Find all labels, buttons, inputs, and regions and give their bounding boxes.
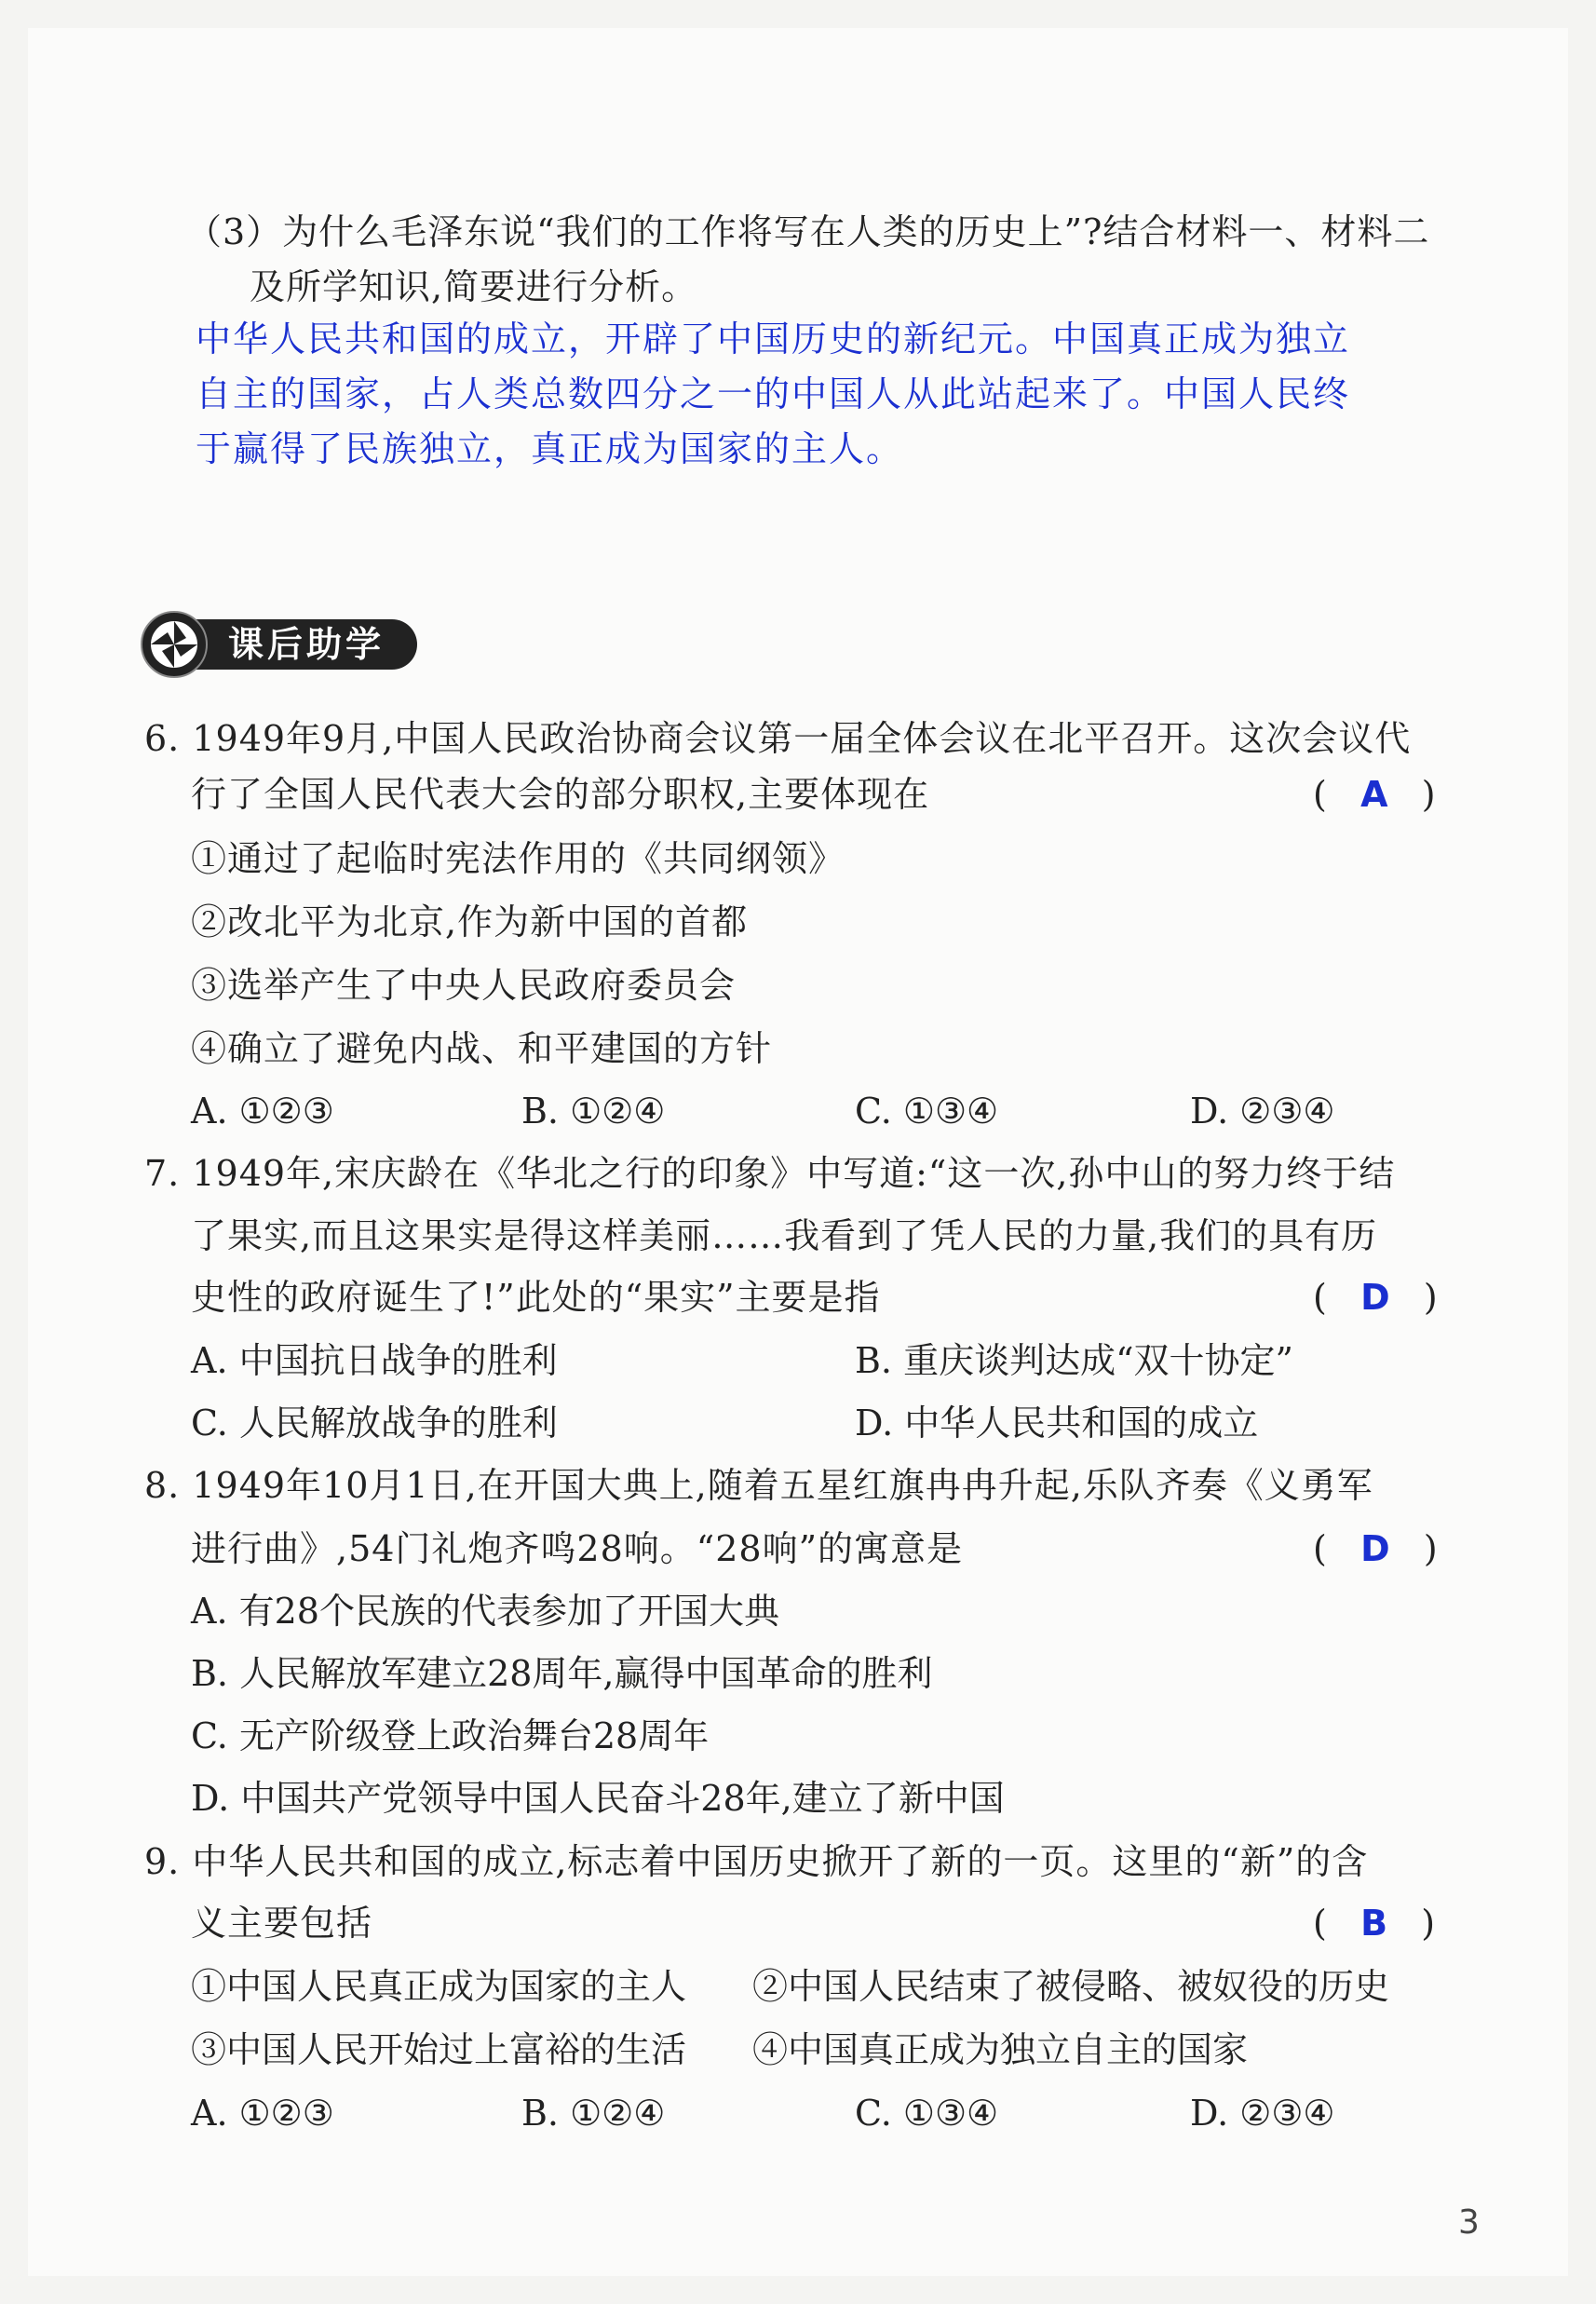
section-header — [140, 610, 417, 679]
q8-answer-bracket: ( D ) — [1313, 1528, 1438, 1569]
q3-answer-line1: 中华人民共和国的成立，开辟了中国历史的新纪元。中国真正成为独立 — [196, 318, 1351, 359]
q7-line1: 7. 1949年,宋庆龄在《华北之行的印象》中写道:“这一次,孙中山的努力终于结 — [144, 1153, 1396, 1194]
q7-option-d: D. 中华人民共和国的成立 — [855, 1403, 1259, 1443]
q6-answer-bracket: ( A ) — [1313, 774, 1436, 815]
q9-option-a: A. ①②③ — [191, 2093, 334, 2134]
q8-line1: 8. 1949年10月1日,在开国大典上,随着五星红旗冉冉升起,乐队齐奏《义勇军 — [144, 1465, 1373, 1506]
q6-item2: ②改北平为北京,作为新中国的首都 — [191, 901, 749, 942]
q9-option-d: D. ②③④ — [1190, 2093, 1335, 2134]
q6-option-d: D. ②③④ — [1190, 1091, 1335, 1132]
q7-line3: 史性的政府诞生了!”此处的“果实”主要是指 — [191, 1277, 881, 1318]
q9-item2: ②中国人民结束了被侵略、被奴役的历史 — [752, 1966, 1390, 2007]
q6-answer: A — [1360, 774, 1388, 815]
q6-item3: ③选举产生了中央人民政府委员会 — [191, 965, 737, 1006]
q3-line1: （3）为什么毛泽东说“我们的工作将写在人类的历史上”?结合材料一、材料二 — [186, 211, 1430, 252]
q9-answer-bracket: ( B ) — [1313, 1903, 1436, 1944]
q6-item1: ①通过了起临时宪法作用的《共同纲领》 — [191, 838, 845, 879]
q3-line2: 及所学知识,简要进行分析。 — [250, 266, 698, 307]
q7-option-a: A. 中国抗日战争的胜利 — [191, 1340, 558, 1381]
q6-option-a: A. ①②③ — [191, 1091, 334, 1132]
q8-option-a: A. 有28个民族的代表参加了开国大典 — [191, 1591, 779, 1632]
q9-line2: 义主要包括 — [191, 1903, 373, 1944]
page-number: 3 — [1458, 2203, 1480, 2242]
section-title: 课后助学 — [228, 624, 385, 665]
q9-line1: 9. 中华人民共和国的成立,标志着中国历史掀开了新的一页。这里的“新”的含 — [144, 1841, 1369, 1882]
q6-option-b: B. ①②④ — [521, 1091, 666, 1132]
q6-item4: ④确立了避免内战、和平建国的方针 — [191, 1028, 773, 1069]
q9-option-b: B. ①②④ — [521, 2093, 666, 2134]
q7-option-b: B. 重庆谈判达成“双十协定” — [855, 1340, 1293, 1381]
q8-line2: 进行曲》,54门礼炮齐鸣28响。“28响”的寓意是 — [191, 1528, 963, 1569]
q6-option-c: C. ①③④ — [855, 1091, 999, 1132]
aperture-icon — [140, 610, 209, 679]
q9-item1: ①中国人民真正成为国家的主人 — [191, 1966, 687, 2007]
q9-item4: ④中国真正成为独立自主的国家 — [752, 2029, 1249, 2070]
q7-answer: D — [1360, 1277, 1390, 1318]
q7-option-c: C. 人民解放战争的胜利 — [191, 1403, 558, 1443]
q7-line2: 了果实,而且这果实是得这样美丽……我看到了凭人民的力量,我们的具有历 — [191, 1215, 1378, 1256]
q9-answer: B — [1360, 1903, 1388, 1944]
q8-option-c: C. 无产阶级登上政治舞台28周年 — [191, 1715, 710, 1756]
q6-line1: 6. 1949年9月,中国人民政治协商会议第一届全体会议在北平召开。这次会议代 — [144, 718, 1412, 759]
q9-item3: ③中国人民开始过上富裕的生活 — [191, 2029, 687, 2070]
q6-line2: 行了全国人民代表大会的部分职权,主要体现在 — [191, 774, 930, 815]
q7-answer-bracket: ( D ) — [1313, 1277, 1438, 1318]
q8-option-d: D. 中国共产党领导中国人民奋斗28年,建立了新中国 — [191, 1778, 1005, 1819]
q9-option-c: C. ①③④ — [855, 2093, 999, 2134]
q3-answer-line2: 自主的国家，占人类总数四分之一的中国人从此站起来了。中国人民终 — [196, 373, 1351, 414]
q8-option-b: B. 人民解放军建立28周年,赢得中国革命的胜利 — [191, 1653, 933, 1694]
q8-answer: D — [1360, 1528, 1390, 1569]
q3-answer-line3: 于赢得了民族独立，真正成为国家的主人。 — [196, 428, 904, 469]
